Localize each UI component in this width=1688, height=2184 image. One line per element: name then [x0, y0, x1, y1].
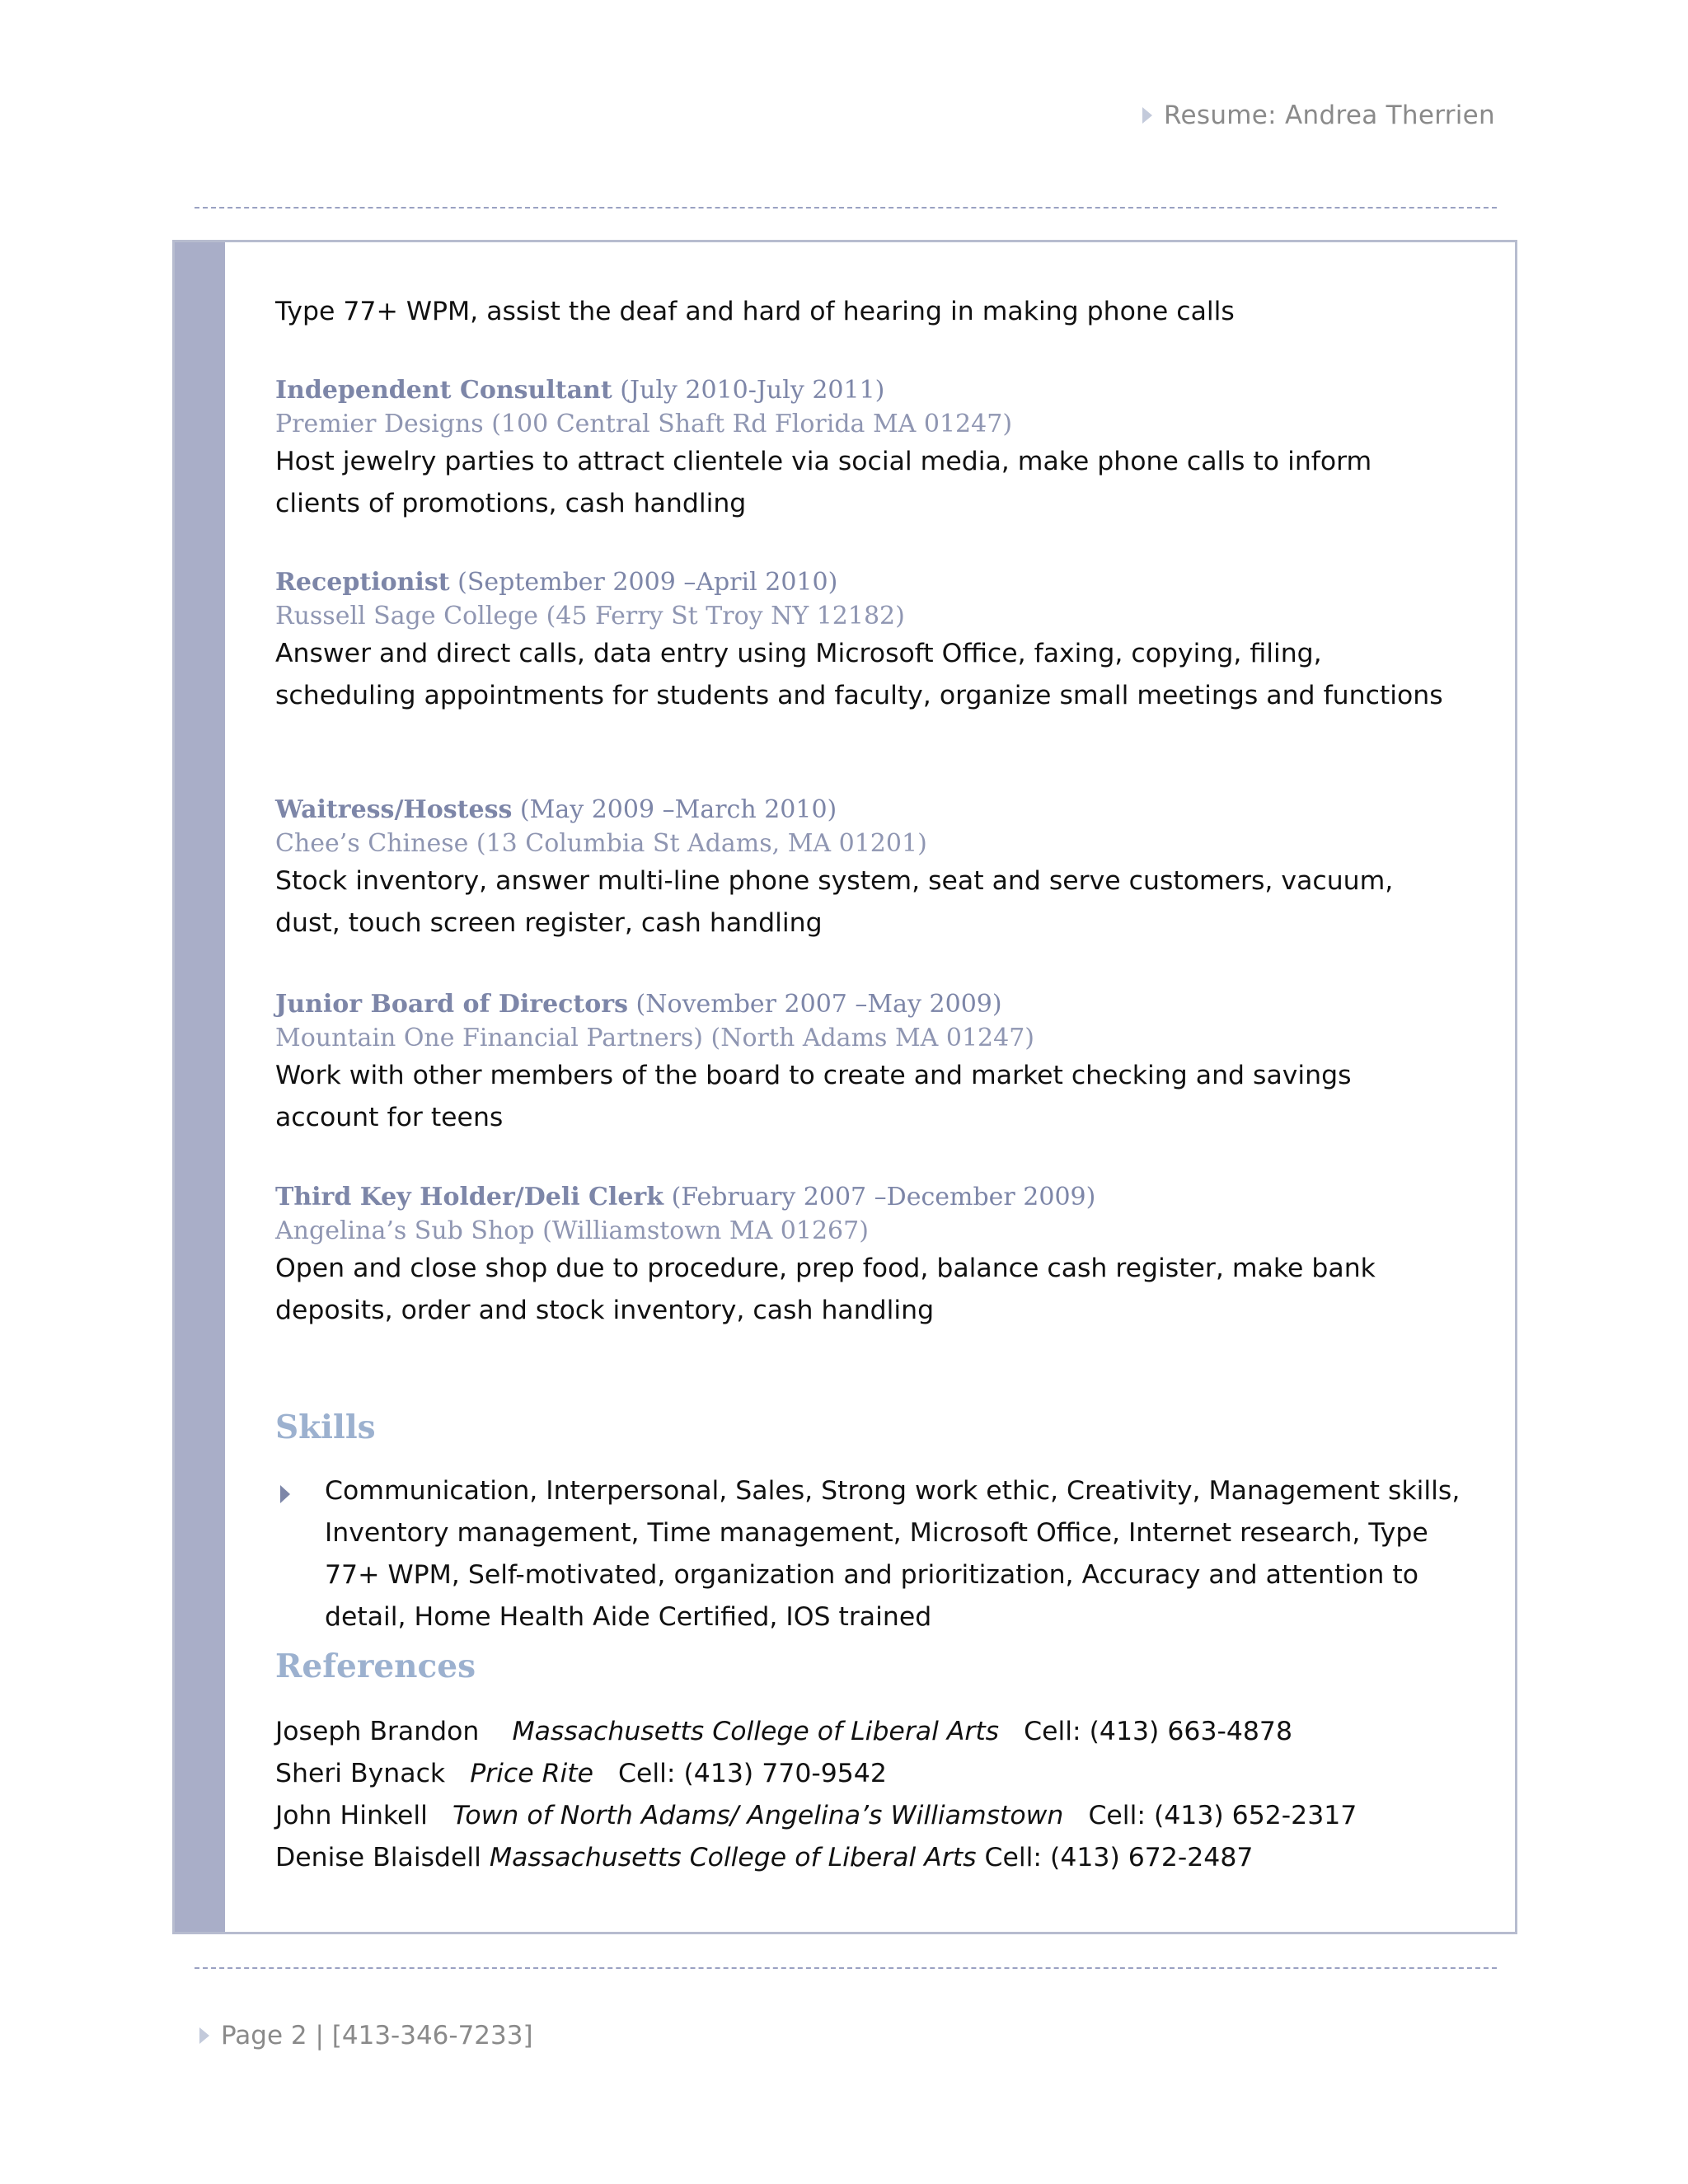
reference-item — [275, 1711, 1462, 1753]
job-dates: (May 2009 –March 2010) — [519, 795, 837, 824]
reference-name: Joseph Brandon — [275, 1717, 480, 1746]
job-title: Third Key Holder/Deli Clerk — [275, 1183, 664, 1212]
job-dates: (November 2007 –May 2009) — [635, 990, 1002, 1019]
reference-item — [275, 1837, 1462, 1879]
job-organization: Premier Designs (100 Central Shaft Rd Florida MA 01247) — [275, 410, 1013, 438]
job-title: Independent Consultant — [275, 376, 612, 405]
references-list — [275, 1711, 1462, 1879]
header-title: Resume: Andrea Therrien — [1164, 101, 1495, 130]
footer-arrow-icon — [199, 2027, 209, 2044]
reference-phone: Cell: (413) 770-9542 — [618, 1759, 887, 1788]
footer-text: Page 2 | [413-346-7233] — [221, 2021, 533, 2050]
resume-body-frame — [172, 240, 1517, 1934]
reference-organization: Price Rite — [470, 1759, 593, 1788]
reference-organization: Massachusetts College of Liberal Arts — [512, 1717, 1000, 1746]
job-title: Junior Board of Directors — [275, 990, 628, 1019]
reference-name: Sheri Bynack — [275, 1759, 446, 1788]
job-description: Answer and direct calls, data entry using Microsoft Office, faxing, copying, filing, scheduling appointments for students and faculty, organize small meetings and functions — [275, 639, 1443, 710]
job-entry — [275, 373, 1462, 525]
skills-heading: Skills — [275, 1408, 376, 1446]
bullet-arrow-icon — [280, 1485, 290, 1503]
job-title: Receptionist — [275, 568, 450, 597]
reference-phone: Cell: (413) 663-4878 — [1024, 1717, 1293, 1746]
job-entry — [275, 565, 1462, 717]
job-entry — [275, 1180, 1462, 1332]
job-dates: (July 2010-July 2011) — [620, 376, 885, 405]
references-heading: References — [275, 1647, 476, 1685]
job-heading — [275, 1180, 1462, 1214]
intro-line: Type 77+ WPM, assist the deaf and hard of hearing in making phone calls — [275, 297, 1235, 326]
job-organization: Angelina’s Sub Shop (Williamstown MA 01267) — [275, 1216, 869, 1245]
job-heading — [275, 565, 1462, 599]
job-organization: Mountain One Financial Partners) (North Adams MA 01247) — [275, 1024, 1035, 1052]
top-divider — [195, 207, 1497, 209]
reference-item — [275, 1795, 1462, 1837]
header-arrow-icon — [1142, 107, 1152, 124]
job-heading — [275, 373, 1462, 407]
job-organization: Chee’s Chinese (13 Columbia St Adams, MA 01201) — [275, 829, 927, 858]
reference-organization: Town of North Adams/ Angelina’s Williamstown — [452, 1801, 1064, 1830]
reference-item — [275, 1753, 1462, 1795]
job-description: Host jewelry parties to attract clientele via social media, make phone calls to inform clients of promotions, cash handling — [275, 447, 1372, 518]
page-header — [1142, 101, 1495, 130]
page-footer — [199, 2021, 533, 2050]
sidebar-accent-bar — [175, 242, 225, 1932]
job-description: Stock inventory, answer multi-line phone system, seat and serve customers, vacuum, dust, touch screen register, cash handling — [275, 866, 1394, 938]
job-title: Waitress/Hostess — [275, 795, 513, 824]
reference-phone: Cell: (413) 652-2317 — [1088, 1801, 1357, 1830]
job-description: Work with other members of the board to create and market checking and savings account for teens — [275, 1061, 1352, 1132]
reference-phone: Cell: (413) 672-2487 — [984, 1843, 1254, 1872]
reference-name: Denise Blaisdell — [275, 1843, 481, 1872]
skills-text: Communication, Interpersonal, Sales, Strong work ethic, Creativity, Management skills, Inventory management, Time management, Microsoft Office, Internet research, Type 77+ WPM, Self-motivated, organization and prioritization, Accuracy and attention to detail, Home Health Aide Certified, IOS trained — [325, 1476, 1461, 1632]
bottom-divider — [195, 1967, 1497, 1969]
reference-name: John Hinkell — [275, 1801, 428, 1830]
job-heading — [275, 793, 1462, 827]
job-dates: (September 2009 –April 2010) — [457, 568, 838, 597]
job-organization: Russell Sage College (45 Ferry St Troy NY 12182) — [275, 602, 905, 630]
skills-list — [275, 1470, 1462, 1638]
job-description: Open and close shop due to procedure, prep food, balance cash register, make bank deposits, order and stock inventory, cash handling — [275, 1254, 1376, 1325]
reference-organization: Massachusetts College of Liberal Arts — [489, 1843, 977, 1872]
job-entry — [275, 987, 1462, 1139]
job-heading — [275, 987, 1462, 1021]
job-entry — [275, 793, 1462, 944]
job-dates: (February 2007 –December 2009) — [671, 1183, 1096, 1212]
